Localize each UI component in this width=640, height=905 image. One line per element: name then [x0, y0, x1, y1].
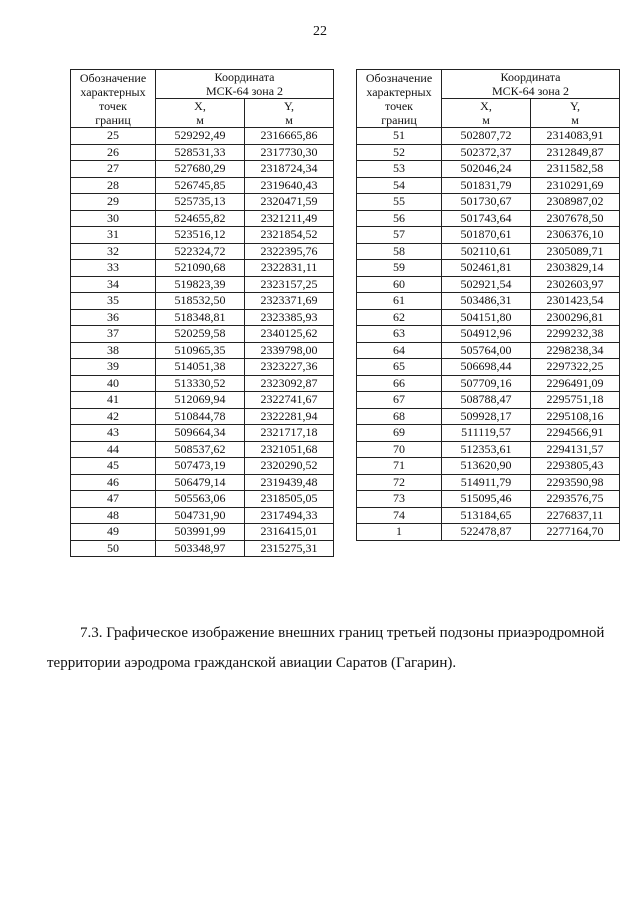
y-coordinate-cell: 2295108,16 [531, 408, 620, 425]
y-coordinate-cell: 2320471,59 [245, 194, 334, 211]
x-coordinate-cell: 518348,81 [156, 309, 245, 326]
table-row [357, 524, 620, 541]
table-row [71, 227, 334, 244]
x-coordinate-cell: 512069,94 [156, 392, 245, 409]
table-row [71, 210, 334, 227]
point-number-cell: 58 [357, 243, 442, 260]
point-number-cell: 70 [357, 441, 442, 458]
point-number-cell: 65 [357, 359, 442, 376]
coordinates-table-right [356, 69, 620, 541]
y-coordinate-cell: 2321211,49 [245, 210, 334, 227]
table-row [357, 342, 620, 359]
table-row [71, 408, 334, 425]
x-coordinate-cell: 505764,00 [442, 342, 531, 359]
point-number-cell: 31 [71, 227, 156, 244]
table-body-left [71, 128, 334, 557]
header-y: Y, м [531, 99, 620, 128]
point-number-cell: 38 [71, 342, 156, 359]
point-number-cell: 73 [357, 491, 442, 508]
y-coordinate-cell: 2305089,71 [531, 243, 620, 260]
table-row [357, 309, 620, 326]
x-coordinate-cell: 529292,49 [156, 128, 245, 145]
x-coordinate-cell: 524655,82 [156, 210, 245, 227]
header-coordinate: Координата МСК-64 зона 2 [442, 70, 620, 99]
table-row [357, 474, 620, 491]
point-number-cell: 54 [357, 177, 442, 194]
x-coordinate-cell: 512353,61 [442, 441, 531, 458]
point-number-cell: 57 [357, 227, 442, 244]
table-row [357, 144, 620, 161]
y-coordinate-cell: 2321717,18 [245, 425, 334, 442]
header-x: X, м [156, 99, 245, 128]
x-coordinate-cell: 527680,29 [156, 161, 245, 178]
point-number-cell: 52 [357, 144, 442, 161]
table-row [357, 260, 620, 277]
y-coordinate-cell: 2318505,05 [245, 491, 334, 508]
y-coordinate-cell: 2303829,14 [531, 260, 620, 277]
y-coordinate-cell: 2299232,38 [531, 326, 620, 343]
table-row [71, 276, 334, 293]
point-number-cell: 59 [357, 260, 442, 277]
point-number-cell: 50 [71, 540, 156, 557]
point-number-cell: 36 [71, 309, 156, 326]
x-coordinate-cell: 508537,62 [156, 441, 245, 458]
table-row [71, 540, 334, 557]
point-number-cell: 25 [71, 128, 156, 145]
table-row [71, 177, 334, 194]
x-coordinate-cell: 505563,06 [156, 491, 245, 508]
y-coordinate-cell: 2316415,01 [245, 524, 334, 541]
header-y: Y, м [245, 99, 334, 128]
y-coordinate-cell: 2294131,57 [531, 441, 620, 458]
header-point-designation: Обозначение характерных точек границ [71, 70, 156, 128]
point-number-cell: 63 [357, 326, 442, 343]
point-number-cell: 32 [71, 243, 156, 260]
x-coordinate-cell: 513620,90 [442, 458, 531, 475]
y-coordinate-cell: 2321051,68 [245, 441, 334, 458]
y-coordinate-cell: 2319439,48 [245, 474, 334, 491]
x-coordinate-cell: 511119,57 [442, 425, 531, 442]
coordinates-table-left [70, 69, 334, 557]
x-coordinate-cell: 514911,79 [442, 474, 531, 491]
y-coordinate-cell: 2298238,34 [531, 342, 620, 359]
y-coordinate-cell: 2322741,67 [245, 392, 334, 409]
table-row [71, 392, 334, 409]
table-row [71, 326, 334, 343]
x-coordinate-cell: 502372,37 [442, 144, 531, 161]
table-row [357, 408, 620, 425]
table-row [71, 161, 334, 178]
y-coordinate-cell: 2302603,97 [531, 276, 620, 293]
x-coordinate-cell: 508788,47 [442, 392, 531, 409]
point-number-cell: 44 [71, 441, 156, 458]
x-coordinate-cell: 518532,50 [156, 293, 245, 310]
table-row [357, 491, 620, 508]
x-coordinate-cell: 525735,13 [156, 194, 245, 211]
x-coordinate-cell: 513330,52 [156, 375, 245, 392]
x-coordinate-cell: 509928,17 [442, 408, 531, 425]
x-coordinate-cell: 522324,72 [156, 243, 245, 260]
point-number-cell: 53 [357, 161, 442, 178]
table-row [71, 144, 334, 161]
page-number: 22 [313, 24, 327, 39]
point-number-cell: 47 [71, 491, 156, 508]
x-coordinate-cell: 502921,54 [442, 276, 531, 293]
y-coordinate-cell: 2297322,25 [531, 359, 620, 376]
header-coordinate: Координата МСК-64 зона 2 [156, 70, 334, 99]
table-row [357, 227, 620, 244]
x-coordinate-cell: 502046,24 [442, 161, 531, 178]
x-coordinate-cell: 509664,34 [156, 425, 245, 442]
y-coordinate-cell: 2276837,11 [531, 507, 620, 524]
y-coordinate-cell: 2311582,58 [531, 161, 620, 178]
x-coordinate-cell: 503348,97 [156, 540, 245, 557]
table-row [357, 243, 620, 260]
x-coordinate-cell: 514051,38 [156, 359, 245, 376]
table-row [71, 441, 334, 458]
y-coordinate-cell: 2316665,86 [245, 128, 334, 145]
point-number-cell: 27 [71, 161, 156, 178]
table-row [357, 425, 620, 442]
point-number-cell: 26 [71, 144, 156, 161]
table-row [357, 293, 620, 310]
y-coordinate-cell: 2323092,87 [245, 375, 334, 392]
table-row [71, 293, 334, 310]
point-number-cell: 41 [71, 392, 156, 409]
table-row [357, 128, 620, 145]
y-coordinate-cell: 2314083,91 [531, 128, 620, 145]
table-row [71, 458, 334, 475]
y-coordinate-cell: 2310291,69 [531, 177, 620, 194]
point-number-cell: 40 [71, 375, 156, 392]
table-row [71, 359, 334, 376]
table-row [71, 474, 334, 491]
y-coordinate-cell: 2319640,43 [245, 177, 334, 194]
point-number-cell: 69 [357, 425, 442, 442]
x-coordinate-cell: 519823,39 [156, 276, 245, 293]
point-number-cell: 49 [71, 524, 156, 541]
point-number-cell: 51 [357, 128, 442, 145]
y-coordinate-cell: 2339798,00 [245, 342, 334, 359]
x-coordinate-cell: 528531,33 [156, 144, 245, 161]
x-coordinate-cell: 502461,81 [442, 260, 531, 277]
x-coordinate-cell: 503486,31 [442, 293, 531, 310]
point-number-cell: 43 [71, 425, 156, 442]
y-coordinate-cell: 2277164,70 [531, 524, 620, 541]
point-number-cell: 30 [71, 210, 156, 227]
y-coordinate-cell: 2322831,11 [245, 260, 334, 277]
table-row [357, 194, 620, 211]
point-number-cell: 35 [71, 293, 156, 310]
point-number-cell: 1 [357, 524, 442, 541]
table-row [71, 194, 334, 211]
y-coordinate-cell: 2340125,62 [245, 326, 334, 343]
y-coordinate-cell: 2293576,75 [531, 491, 620, 508]
table-row [357, 375, 620, 392]
point-number-cell: 61 [357, 293, 442, 310]
x-coordinate-cell: 501730,67 [442, 194, 531, 211]
x-coordinate-cell: 501870,61 [442, 227, 531, 244]
table-row [357, 276, 620, 293]
x-coordinate-cell: 507473,19 [156, 458, 245, 475]
y-coordinate-cell: 2322395,76 [245, 243, 334, 260]
x-coordinate-cell: 504731,90 [156, 507, 245, 524]
x-coordinate-cell: 523516,12 [156, 227, 245, 244]
point-number-cell: 71 [357, 458, 442, 475]
point-number-cell: 56 [357, 210, 442, 227]
table-row [357, 326, 620, 343]
y-coordinate-cell: 2306376,10 [531, 227, 620, 244]
point-number-cell: 62 [357, 309, 442, 326]
point-number-cell: 42 [71, 408, 156, 425]
x-coordinate-cell: 504151,80 [442, 309, 531, 326]
point-number-cell: 48 [71, 507, 156, 524]
y-coordinate-cell: 2312849,87 [531, 144, 620, 161]
x-coordinate-cell: 510965,35 [156, 342, 245, 359]
table-row [357, 507, 620, 524]
table-row [357, 441, 620, 458]
point-number-cell: 39 [71, 359, 156, 376]
table-row [357, 392, 620, 409]
paragraph-line-2: территории аэродрома гражданской авиации Саратов (Гагарин). [47, 655, 457, 671]
point-number-cell: 34 [71, 276, 156, 293]
table-row [71, 243, 334, 260]
x-coordinate-cell: 510844,78 [156, 408, 245, 425]
y-coordinate-cell: 2296491,09 [531, 375, 620, 392]
paragraph-line-1: 7.3. Графическое изображение внешних границ третьей подзоны приаэродромной [80, 625, 605, 641]
table-row [71, 491, 334, 508]
table-row [71, 507, 334, 524]
x-coordinate-cell: 504912,96 [442, 326, 531, 343]
point-number-cell: 72 [357, 474, 442, 491]
table-row [357, 161, 620, 178]
x-coordinate-cell: 503991,99 [156, 524, 245, 541]
x-coordinate-cell: 502807,72 [442, 128, 531, 145]
x-coordinate-cell: 502110,61 [442, 243, 531, 260]
table-row [71, 524, 334, 541]
point-number-cell: 67 [357, 392, 442, 409]
y-coordinate-cell: 2293805,43 [531, 458, 620, 475]
y-coordinate-cell: 2293590,98 [531, 474, 620, 491]
point-number-cell: 46 [71, 474, 156, 491]
y-coordinate-cell: 2323227,36 [245, 359, 334, 376]
x-coordinate-cell: 501831,79 [442, 177, 531, 194]
point-number-cell: 29 [71, 194, 156, 211]
y-coordinate-cell: 2323157,25 [245, 276, 334, 293]
header-point-designation: Обозначение характерных точек границ [357, 70, 442, 128]
point-number-cell: 60 [357, 276, 442, 293]
point-number-cell: 68 [357, 408, 442, 425]
y-coordinate-cell: 2317730,30 [245, 144, 334, 161]
table-row [71, 309, 334, 326]
x-coordinate-cell: 521090,68 [156, 260, 245, 277]
point-number-cell: 55 [357, 194, 442, 211]
y-coordinate-cell: 2321854,52 [245, 227, 334, 244]
point-number-cell: 45 [71, 458, 156, 475]
x-coordinate-cell: 520259,58 [156, 326, 245, 343]
x-coordinate-cell: 513184,65 [442, 507, 531, 524]
table-row [71, 425, 334, 442]
header-x: X, м [442, 99, 531, 128]
y-coordinate-cell: 2315275,31 [245, 540, 334, 557]
x-coordinate-cell: 522478,87 [442, 524, 531, 541]
table-row [71, 375, 334, 392]
table-body-right [357, 128, 620, 541]
section-paragraph [47, 618, 615, 678]
y-coordinate-cell: 2308987,02 [531, 194, 620, 211]
x-coordinate-cell: 506698,44 [442, 359, 531, 376]
y-coordinate-cell: 2301423,54 [531, 293, 620, 310]
y-coordinate-cell: 2323371,69 [245, 293, 334, 310]
y-coordinate-cell: 2300296,81 [531, 309, 620, 326]
table-row [71, 128, 334, 145]
point-number-cell: 33 [71, 260, 156, 277]
table-row [357, 177, 620, 194]
x-coordinate-cell: 507709,16 [442, 375, 531, 392]
point-number-cell: 37 [71, 326, 156, 343]
y-coordinate-cell: 2322281,94 [245, 408, 334, 425]
point-number-cell: 28 [71, 177, 156, 194]
table-row [357, 458, 620, 475]
table-row [71, 342, 334, 359]
table-row [71, 260, 334, 277]
point-number-cell: 66 [357, 375, 442, 392]
point-number-cell: 64 [357, 342, 442, 359]
x-coordinate-cell: 506479,14 [156, 474, 245, 491]
y-coordinate-cell: 2317494,33 [245, 507, 334, 524]
x-coordinate-cell: 526745,85 [156, 177, 245, 194]
y-coordinate-cell: 2307678,50 [531, 210, 620, 227]
table-row [357, 210, 620, 227]
y-coordinate-cell: 2320290,52 [245, 458, 334, 475]
y-coordinate-cell: 2323385,93 [245, 309, 334, 326]
y-coordinate-cell: 2318724,34 [245, 161, 334, 178]
x-coordinate-cell: 515095,46 [442, 491, 531, 508]
point-number-cell: 74 [357, 507, 442, 524]
y-coordinate-cell: 2295751,18 [531, 392, 620, 409]
y-coordinate-cell: 2294566,91 [531, 425, 620, 442]
table-row [357, 359, 620, 376]
x-coordinate-cell: 501743,64 [442, 210, 531, 227]
